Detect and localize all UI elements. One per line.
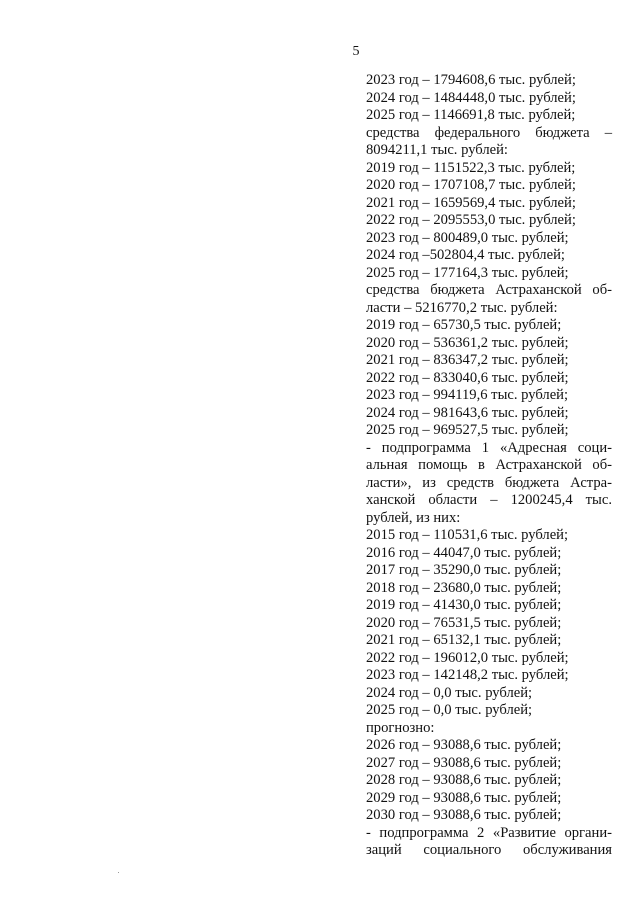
text-line: 2025 год – 177164,3 тыс. рублей; — [366, 264, 569, 281]
text-line: 2020 год – 1707108,7 тыс. рублей; — [366, 177, 576, 193]
text-line: 2029 год – 93088,6 тыс. рублей; — [366, 789, 562, 806]
text-line: 2021 год – 1659569,4 тыс. рублей; — [366, 194, 576, 211]
text-line: 2025 год – 1146691,8 тыс. рублей; — [366, 107, 576, 123]
text-line: 2023 год – 800489,0 тыс. рублей; — [366, 229, 569, 246]
text-line: прогнозно: — [366, 719, 435, 736]
text-line: средства бюджета Астраханской об- — [366, 282, 612, 298]
text-line: 2015 год – 110531,6 тыс. рублей; — [366, 527, 569, 543]
text-line: ласти», из средств бюджета Астра- — [366, 474, 612, 491]
scan-speck — [118, 872, 119, 873]
text-line: 2028 год – 93088,6 тыс. рублей; — [366, 772, 562, 788]
text-line: 2023 год – 1794608,6 тыс. рублей; — [366, 72, 576, 88]
text-line: 2021 год – 836347,2 тыс. рублей; — [366, 352, 569, 368]
text-line: - подпрограмма 2 «Развитие органи- — [366, 824, 612, 841]
text-line: средства федерального бюджета – — [366, 124, 612, 141]
text-line: 8094211,1 тыс. рублей: — [366, 142, 508, 158]
text-line: 2025 год – 969527,5 тыс. рублей; — [366, 422, 569, 438]
text-column — [366, 72, 612, 860]
text-line: 2025 год – 0,0 тыс. рублей; — [366, 702, 533, 718]
text-line: 2019 год – 1151522,3 тыс. рублей; — [366, 159, 576, 176]
text-line: 2020 год – 76531,5 тыс. рублей; — [366, 614, 562, 631]
text-line: заций социального обслуживания — [366, 842, 612, 858]
text-line: 2027 год – 93088,6 тыс. рублей; — [366, 754, 562, 771]
text-line: 2019 год – 41430,0 тыс. рублей; — [366, 597, 562, 613]
text-line: 2022 год – 2095553,0 тыс. рублей; — [366, 212, 576, 228]
text-line: 2023 год – 994119,6 тыс. рублей; — [366, 387, 569, 403]
text-line: 2018 год – 23680,0 тыс. рублей; — [366, 579, 562, 596]
text-line: 2017 год – 35290,0 тыс. рублей; — [366, 562, 562, 578]
text-line: 2026 год – 93088,6 тыс. рублей; — [366, 737, 562, 753]
text-line: 2030 год – 93088,6 тыс. рублей; — [366, 807, 562, 823]
text-line: 2019 год – 65730,5 тыс. рублей; — [366, 317, 562, 333]
text-line: 2024 год –502804,4 тыс. рублей; — [366, 247, 565, 263]
text-line: 2022 год – 196012,0 тыс. рублей; — [366, 649, 569, 666]
text-line: 2022 год – 833040,6 тыс. рублей; — [366, 369, 569, 386]
text-line: ласти – 5216770,2 тыс. рублей: — [366, 299, 558, 316]
text-line: - подпрограмма 1 «Адресная соци- — [366, 439, 612, 456]
text-line: 2021 год – 65132,1 тыс. рублей; — [366, 632, 562, 648]
text-line: 2016 год – 44047,0 тыс. рублей; — [366, 544, 562, 561]
text-line: 2024 год – 981643,6 тыс. рублей; — [366, 404, 569, 421]
page-number: 5 — [352, 44, 360, 59]
text-line: ханской области – 1200245,4 тыс. — [366, 492, 612, 508]
text-line: альная помощь в Астраханской об- — [366, 457, 612, 473]
text-line: рублей, из них: — [366, 509, 461, 526]
text-line: 2024 год – 1484448,0 тыс. рублей; — [366, 89, 576, 106]
text-line: 2020 год – 536361,2 тыс. рублей; — [366, 334, 569, 351]
text-line: 2024 год – 0,0 тыс. рублей; — [366, 684, 533, 701]
text-line: 2023 год – 142148,2 тыс. рублей; — [366, 667, 569, 683]
